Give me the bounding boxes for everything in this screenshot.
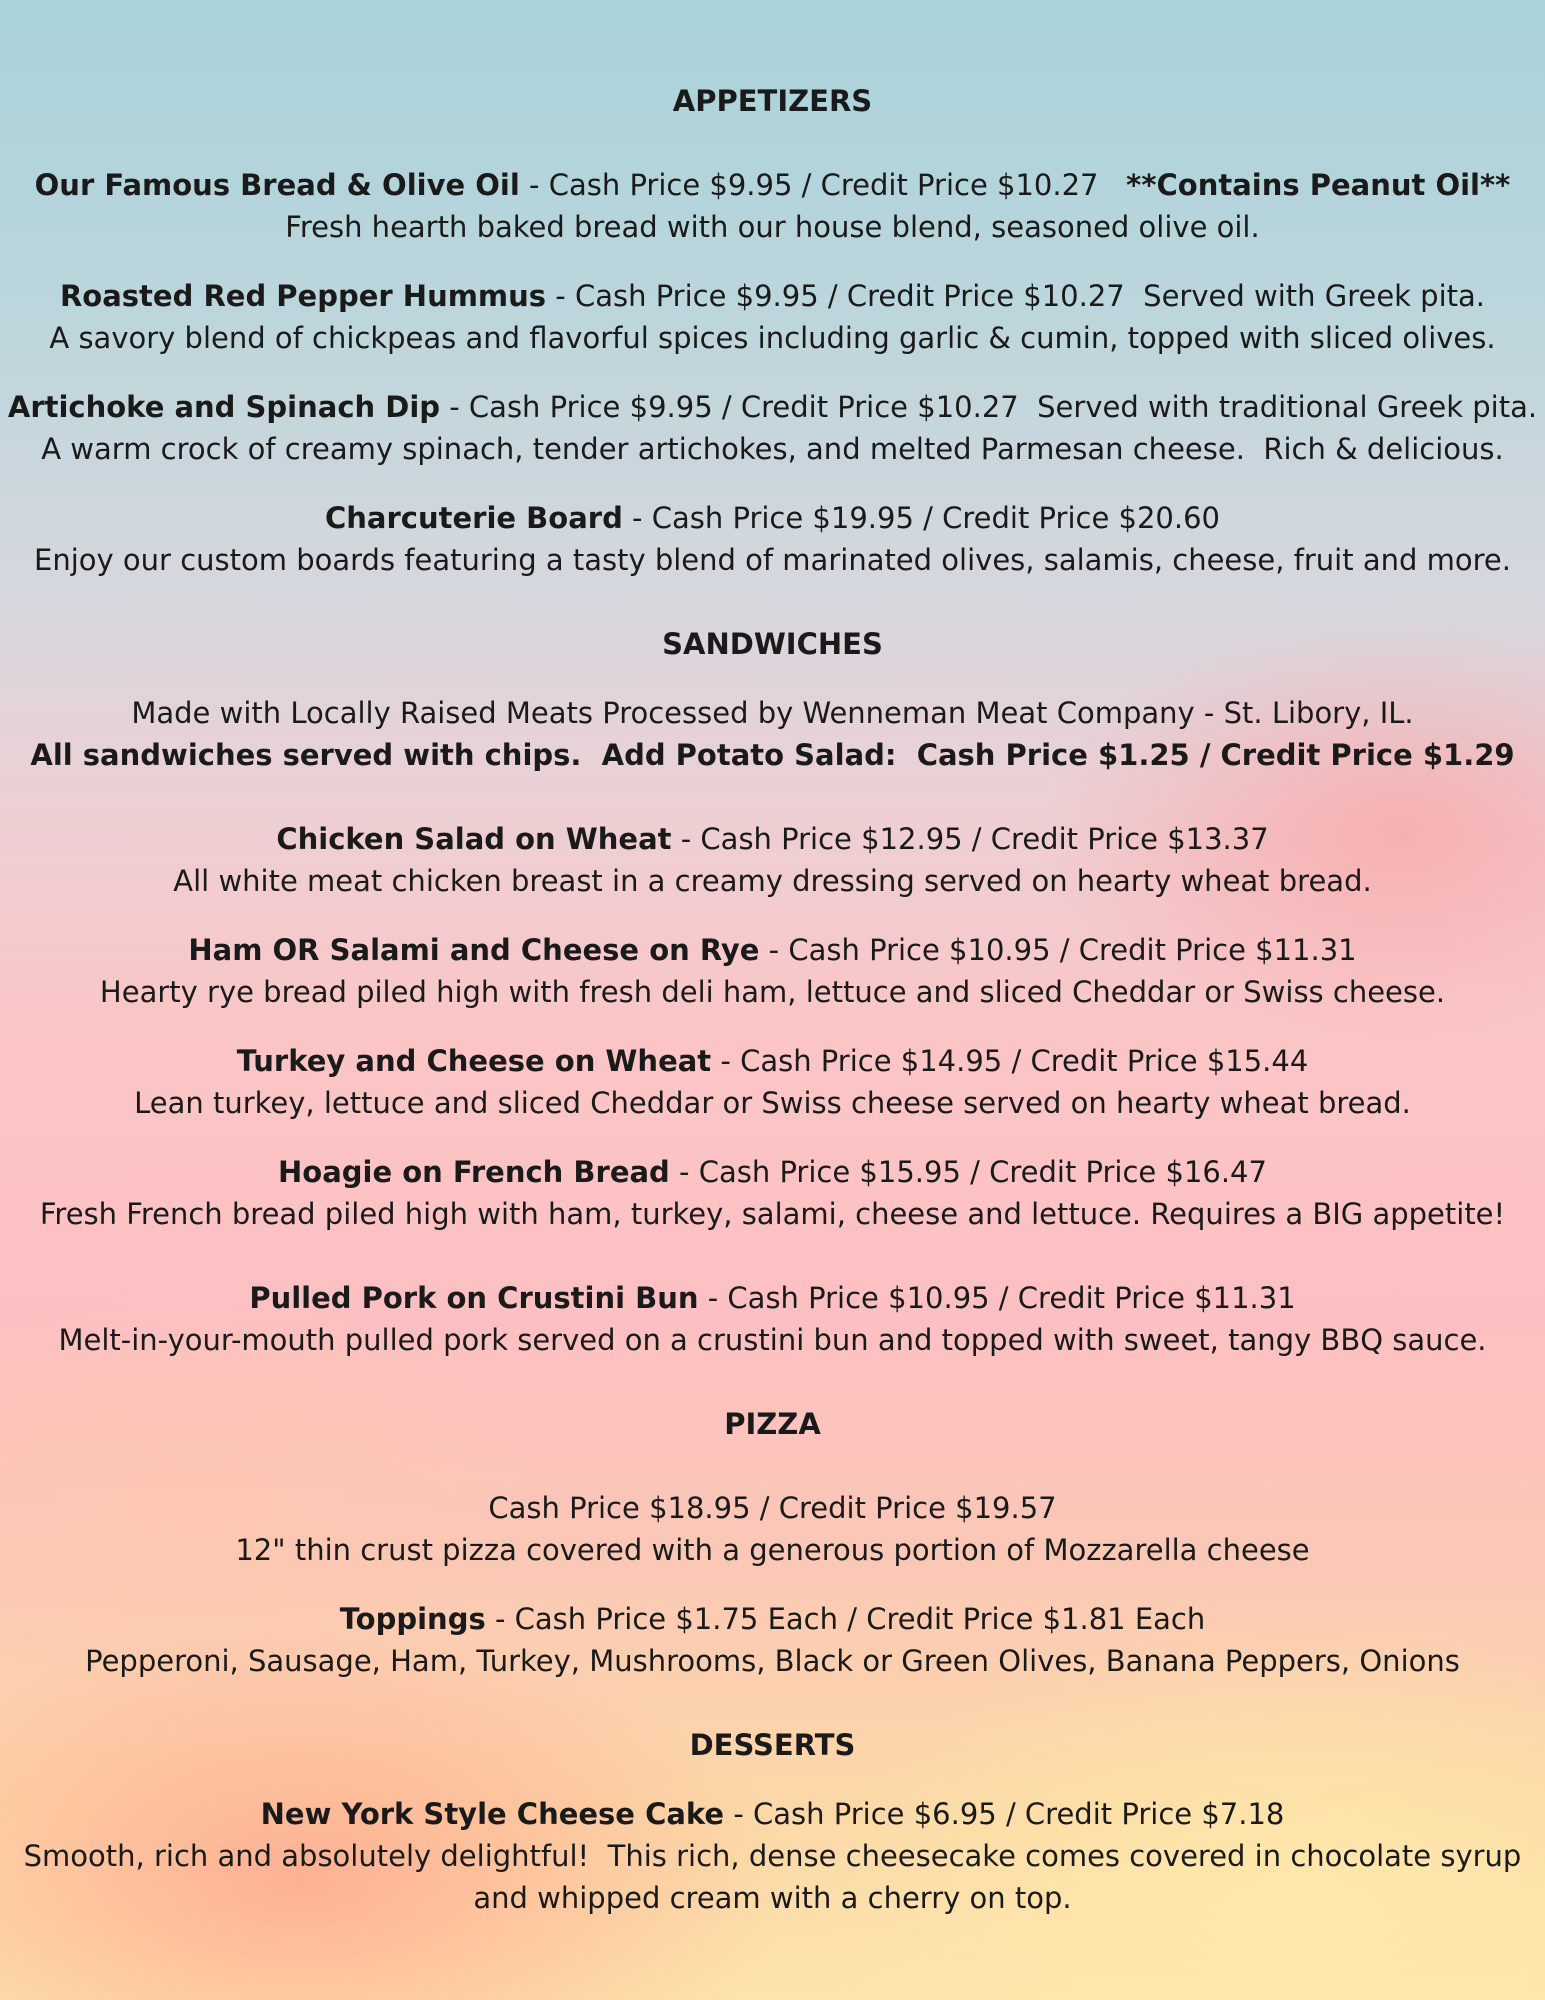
- sandwiches-intro-text: Made with Locally Raised Meats Processed by Wenneman Meat Company - St. Libory, IL.: [131, 696, 1414, 730]
- item-price: - Cash Price $19.95 / Credit Price $20.60: [622, 501, 1220, 535]
- desserts-heading: DESSERTS: [689, 1728, 856, 1762]
- menu-item-cheesecake: [0, 1793, 1545, 1919]
- allergen-note: **Contains Peanut Oil**: [1126, 168, 1511, 202]
- appetizers-heading: APPETIZERS: [672, 84, 873, 118]
- item-description: Lean turkey, lettuce and sliced Cheddar or Swiss cheese served on hearty wheat bread.: [134, 1086, 1411, 1120]
- item-name: Toppings: [339, 1602, 486, 1636]
- item-description: 12" thin crust pizza covered with a generous portion of Mozzarella cheese: [235, 1533, 1310, 1567]
- item-description: Pepperoni, Sausage, Ham, Turkey, Mushrooms, Black or Green Olives, Banana Peppers, Onions: [85, 1644, 1460, 1678]
- item-description: Melt-in-your-mouth pulled pork served on a crustini bun and topped with sweet, tangy BBQ sauce.: [58, 1323, 1487, 1357]
- item-name: Our Famous Bread & Olive Oil: [34, 168, 520, 202]
- item-description: A warm crock of creamy spinach, tender artichokes, and melted Parmesan cheese. Rich & delicious.: [41, 432, 1504, 466]
- item-name: Artichoke and Spinach Dip: [7, 390, 441, 424]
- item-price: - Cash Price $15.95 / Credit Price $16.47: [669, 1155, 1267, 1189]
- item-price: - Cash Price $10.95 / Credit Price $11.31: [698, 1281, 1296, 1315]
- item-name: Ham OR Salami and Cheese on Rye: [188, 933, 760, 967]
- item-name: Chicken Salad on Wheat: [276, 822, 672, 856]
- sandwiches-heading: SANDWICHES: [662, 627, 883, 661]
- item-price: - Cash Price $12.95 / Credit Price $13.37: [671, 822, 1269, 856]
- item-name: Charcuterie Board: [325, 501, 623, 535]
- item-name: Turkey and Cheese on Wheat: [236, 1044, 712, 1078]
- item-price: - Cash Price $1.75 Each / Credit Price $1.81 Each: [485, 1602, 1206, 1636]
- item-name: Hoagie on French Bread: [278, 1155, 670, 1189]
- menu-item-hummus: [0, 275, 1545, 359]
- menu-item-pizza: [0, 1487, 1545, 1571]
- pizza-heading: PIZZA: [724, 1407, 821, 1441]
- item-description: A savory blend of chickpeas and flavorful spices including garlic & cumin, topped with sliced olives.: [49, 321, 1496, 355]
- item-description: Smooth, rich and absolutely delightful! This rich, dense cheesecake comes covered in chocolate syrup: [23, 1839, 1522, 1873]
- item-description: Fresh hearth baked bread with our house blend, seasoned olive oil.: [285, 210, 1260, 244]
- item-price: Cash Price $18.95 / Credit Price $19.57: [488, 1491, 1057, 1525]
- sandwiches-intro-bold: All sandwiches served with chips. Add Potato Salad: Cash Price $1.25 / Credit Price $1.29: [30, 738, 1515, 772]
- item-name: Roasted Red Pepper Hummus: [59, 279, 547, 313]
- item-name: Pulled Pork on Crustini Bun: [249, 1281, 699, 1315]
- menu-item-bread-olive-oil: [0, 164, 1545, 248]
- menu-item-charcuterie: [0, 497, 1545, 581]
- item-name: New York Style Cheese Cake: [260, 1797, 725, 1831]
- sandwiches-intro: [0, 692, 1545, 776]
- item-price: - Cash Price $9.95 / Credit Price $10.27: [519, 168, 1127, 202]
- menu-item-artichoke-dip: [0, 386, 1545, 470]
- menu-item-pulled-pork: [0, 1277, 1545, 1361]
- item-description: All white meat chicken breast in a creamy dressing served on hearty wheat bread.: [173, 864, 1372, 898]
- item-price: - Cash Price $10.95 / Credit Price $11.31: [759, 933, 1357, 967]
- item-price: - Cash Price $14.95 / Credit Price $15.44: [711, 1044, 1309, 1078]
- menu-item-toppings: [0, 1598, 1545, 1682]
- menu-item-hoagie: [0, 1151, 1545, 1235]
- item-description: Enjoy our custom boards featuring a tasty blend of marinated olives, salamis, cheese, fruit and more.: [34, 543, 1511, 577]
- item-price: - Cash Price $9.95 / Credit Price $10.27 Served with traditional Greek pita.: [440, 390, 1538, 424]
- item-description: Fresh French bread piled high with ham, turkey, salami, cheese and lettuce. Requires a BIG appetite!: [39, 1197, 1506, 1231]
- menu-item-chicken-salad: [0, 818, 1545, 902]
- item-description-continued: and whipped cream with a cherry on top.: [473, 1881, 1072, 1915]
- item-description: Hearty rye bread piled high with fresh deli ham, lettuce and sliced Cheddar or Swiss cheese.: [99, 975, 1446, 1009]
- item-price: - Cash Price $6.95 / Credit Price $7.18: [724, 1797, 1285, 1831]
- item-price: - Cash Price $9.95 / Credit Price $10.27 Served with Greek pita.: [546, 279, 1486, 313]
- menu-item-ham-salami: [0, 929, 1545, 1013]
- menu-item-turkey-cheese: [0, 1040, 1545, 1124]
